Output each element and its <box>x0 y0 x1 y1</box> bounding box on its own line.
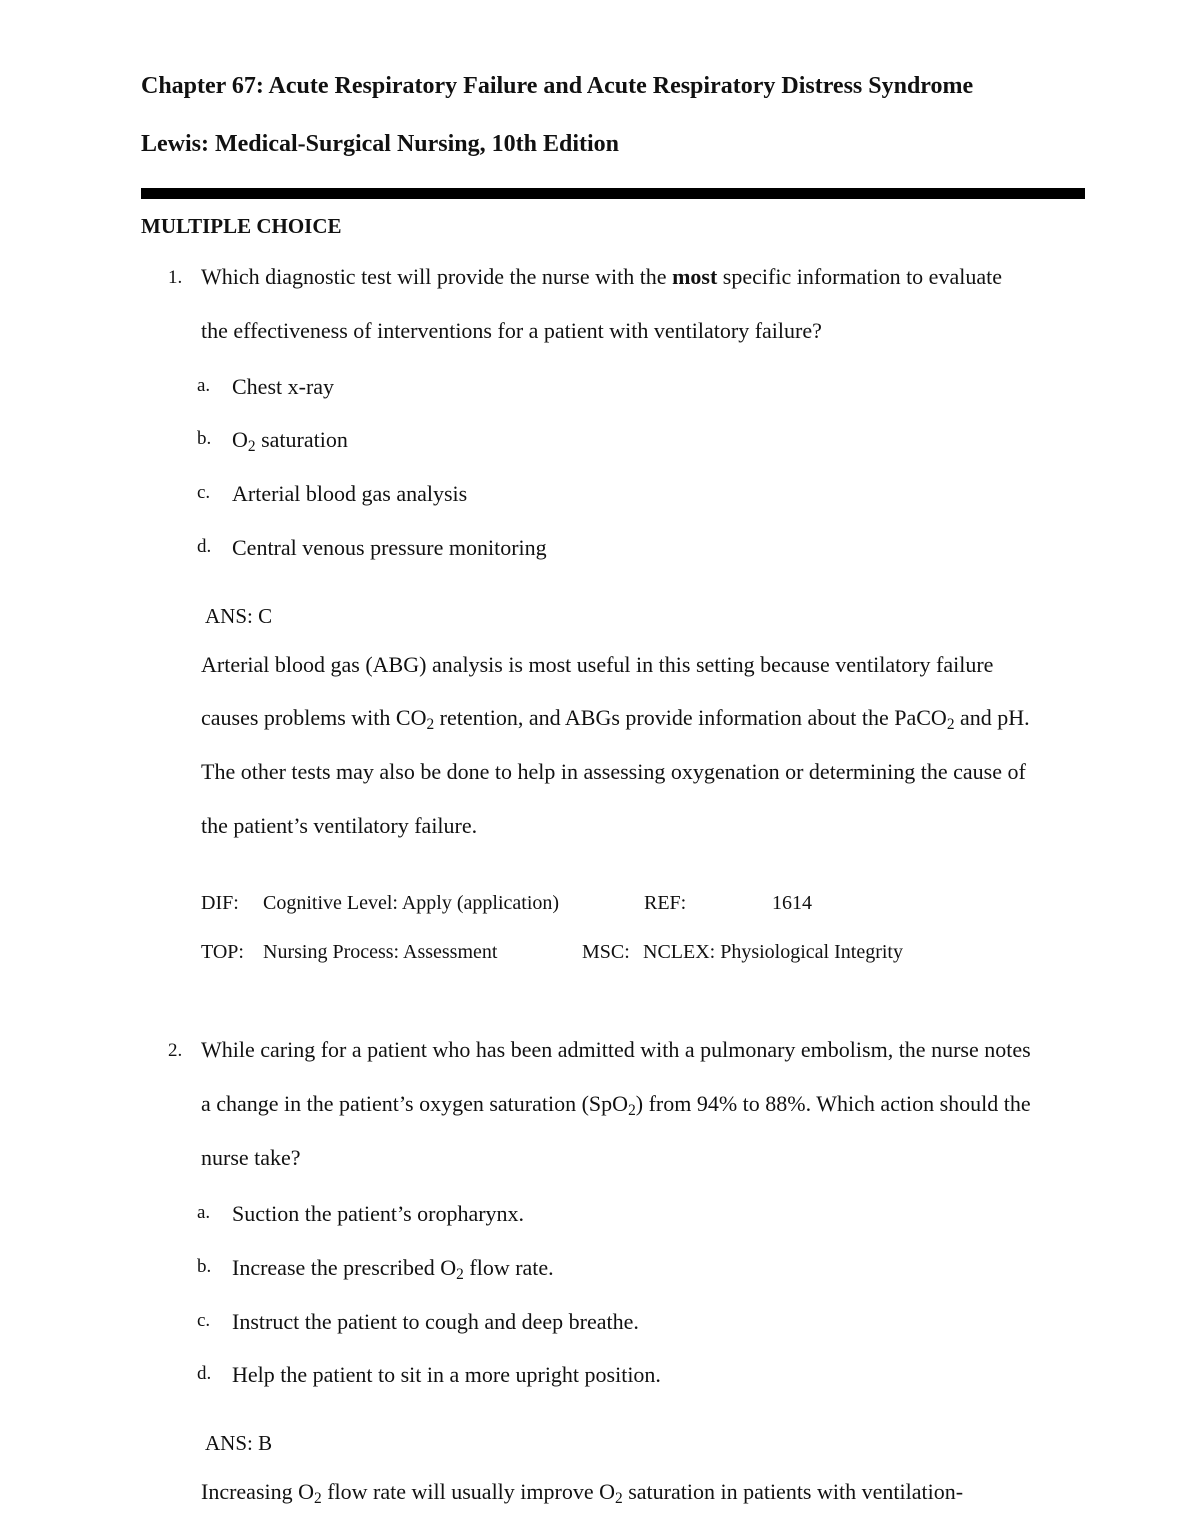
emphasis-word: most <box>672 264 718 289</box>
dif-label: DIF: <box>201 892 239 914</box>
option-a: Suction the patient’s oropharynx. <box>232 1201 525 1226</box>
section-heading: MULTIPLE CHOICE <box>141 214 342 238</box>
option-letter: b. <box>197 428 212 449</box>
option-letter: c. <box>197 482 211 503</box>
option-d: Help the patient to sit in a more upright position. <box>232 1362 661 1387</box>
header-divider <box>141 188 1085 199</box>
question-stem-line: a change in the patient’s oxygen saturation (SpO$_2$) from 94% to 88%. Which action should the <box>201 1091 1031 1119</box>
rationale-line: the patient’s ventilatory failure. <box>201 813 478 838</box>
rationale-line: Arterial blood gas (ABG) analysis is most useful in this setting because ventilatory failure <box>201 652 994 677</box>
option-b: Increase the prescribed $O_2$ flow rate. <box>232 1255 554 1283</box>
ref-value: 1614 <box>772 892 812 914</box>
option-c: Arterial blood gas analysis <box>232 481 468 506</box>
question-number: 1. <box>168 267 183 288</box>
msc-value: NCLEX: Physiological Integrity <box>643 941 903 963</box>
option-b: $O_2$ saturation <box>232 427 348 455</box>
question-stem-line: Which diagnostic test will provide the nurse with the most specific information to evaluate <box>201 264 1002 289</box>
option-letter: b. <box>197 1256 212 1277</box>
question-stem-line: the effectiveness of interventions for a patient with ventilatory failure? <box>201 318 822 343</box>
top-value: Nursing Process: Assessment <box>263 941 498 963</box>
book-subtitle: Lewis: Medical-Surgical Nursing, 10th Edition <box>141 131 620 157</box>
question-stem-line: nurse take? <box>201 1145 301 1170</box>
option-letter: d. <box>197 536 212 557</box>
option-letter: d. <box>197 1363 212 1384</box>
dif-value: Cognitive Level: Apply (application) <box>263 892 560 914</box>
option-letter: c. <box>197 1310 211 1331</box>
answer-key: ANS: B <box>205 1431 273 1455</box>
top-label: TOP: <box>201 941 244 963</box>
msc-label: MSC: <box>582 941 630 963</box>
question-number: 2. <box>168 1040 183 1061</box>
ref-label: REF: <box>644 892 687 914</box>
question-stem-line: While caring for a patient who has been admitted with a pulmonary embolism, the nurse notes <box>201 1037 1031 1062</box>
chapter-title: Chapter 67: Acute Respiratory Failure and Acute Respiratory Distress Syndrome <box>141 73 974 99</box>
answer-key: ANS: C <box>205 604 273 628</box>
option-letter: a. <box>197 375 211 396</box>
option-a: Chest x-ray <box>232 374 335 399</box>
option-letter: a. <box>197 1202 211 1223</box>
option-d: Central venous pressure monitoring <box>232 535 547 560</box>
rationale-line: causes problems with $CO_2$ retention, and ABGs provide information about the PaCO$_2$ and pH. <box>201 705 1030 733</box>
rationale-line: The other tests may also be done to help in assessing oxygenation or determining the cause of <box>201 759 1026 784</box>
rationale-line: Increasing $O_2$ flow rate will usually improve $O_2$ saturation in patients with ventilation- <box>201 1479 964 1507</box>
option-c: Instruct the patient to cough and deep breathe. <box>232 1309 639 1334</box>
